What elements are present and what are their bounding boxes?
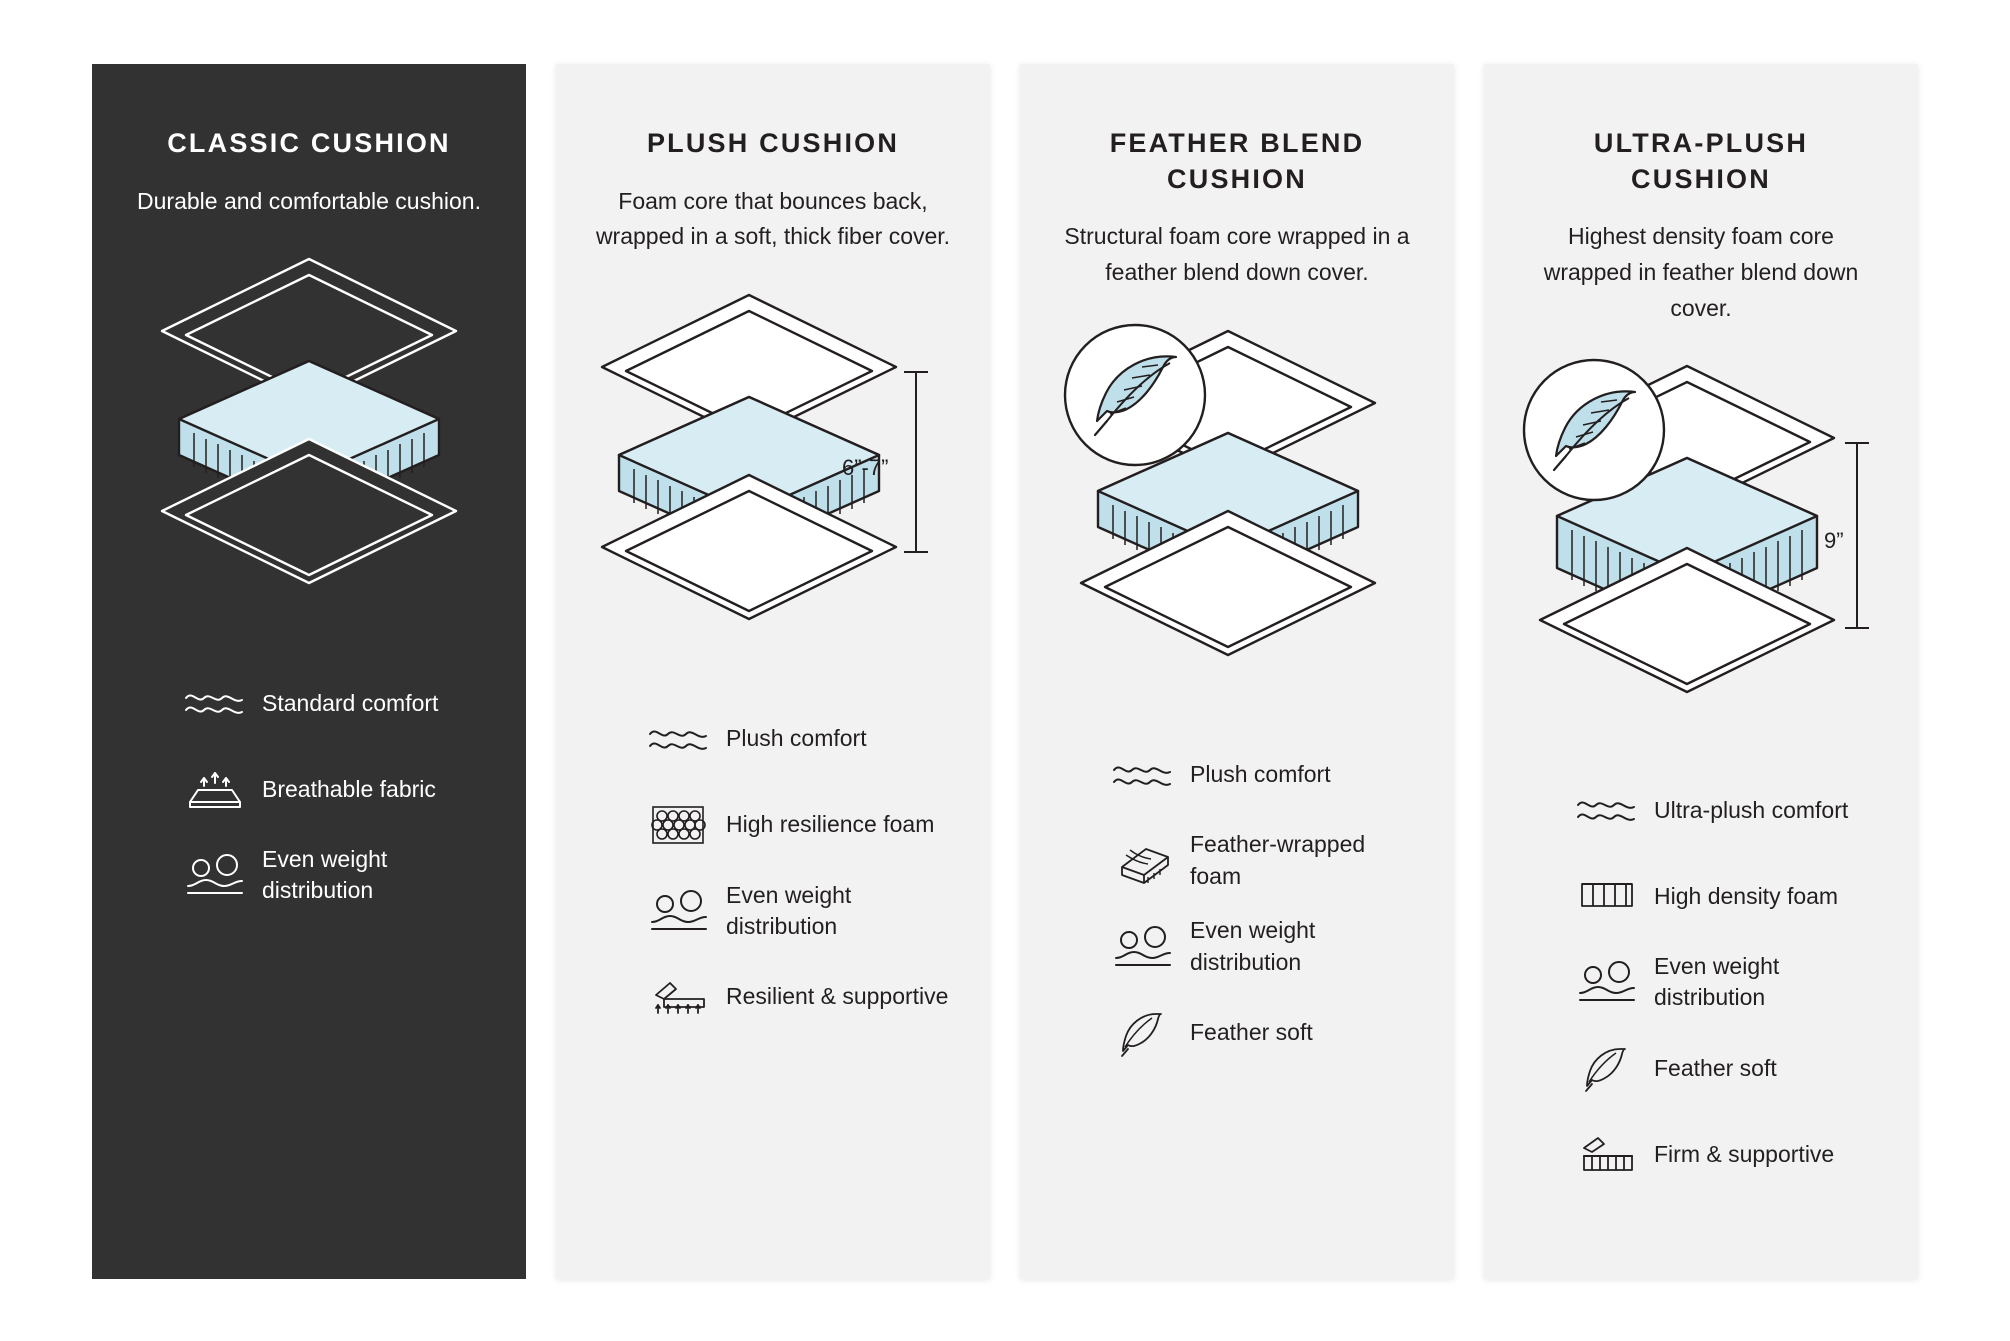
- feature-item: [1112, 911, 1416, 983]
- firm-seat-icon: [1576, 1130, 1654, 1178]
- feather-icon: [1112, 1008, 1190, 1058]
- card-description: Durable and comfortable cushion.: [137, 187, 481, 214]
- cushion-diagram-plush: [594, 277, 952, 677]
- feature-list-feather-blend: [1058, 739, 1416, 1083]
- feature-item: [1576, 1032, 1880, 1104]
- feature-label: Breathable fabric: [262, 775, 436, 802]
- feature-label: High density foam: [1654, 882, 1839, 909]
- feature-item: [648, 789, 952, 861]
- feather-badge-icon: [1524, 360, 1664, 500]
- feature-label: Feather soft: [1190, 1019, 1313, 1045]
- feature-item: [1576, 774, 1880, 846]
- dimension-label: 6”-7”: [842, 454, 889, 480]
- even-weight-icon: [648, 888, 726, 934]
- feature-label: Plush comfort: [1190, 761, 1331, 787]
- feature-label: Plush comfort: [726, 725, 867, 752]
- page-title: ULTRA-PLUSH CUSHION: [1593, 128, 1809, 194]
- feature-label: Standard comfort: [262, 689, 439, 716]
- feature-item: [648, 961, 952, 1033]
- feature-item: [184, 667, 488, 739]
- feature-label: Firm & supportive: [1654, 1140, 1835, 1167]
- cushion-diagram-classic: [130, 241, 488, 641]
- dimension-bracket: [1845, 443, 1869, 628]
- card-feather-blend-cushion: [1020, 64, 1454, 1279]
- feather-icon: [1576, 1043, 1654, 1093]
- feature-label: Feather-wrapped foam: [1190, 831, 1366, 889]
- page-title: FEATHER BLEND CUSHION: [1109, 128, 1365, 194]
- feature-item: [1576, 946, 1880, 1018]
- card-description: Foam core that bounces back, wrapped in a soft, thick fiber cover.: [595, 187, 951, 250]
- feature-label: Even weight distribution: [1190, 917, 1316, 975]
- card-plush-cushion: [556, 64, 990, 1279]
- feature-list-classic: [130, 667, 488, 925]
- even-weight-icon: [1112, 924, 1190, 970]
- cushion-diagram-feather-blend: [1058, 313, 1416, 713]
- feature-item: [648, 875, 952, 947]
- cushion-diagram-ultra-plush: [1522, 348, 1880, 748]
- feature-label: Even weight distribution: [262, 846, 388, 904]
- feature-item: [1112, 825, 1416, 897]
- density-foam-icon: [1576, 876, 1654, 916]
- wave-icon: [1576, 795, 1654, 825]
- feather-wrapped-foam-icon: [1112, 837, 1190, 885]
- feature-item: [1576, 1118, 1880, 1190]
- wave-icon: [648, 724, 726, 754]
- feature-item: [1576, 860, 1880, 932]
- feature-label: Even weight distribution: [726, 881, 852, 939]
- feature-item: [648, 703, 952, 775]
- card-classic-cushion: [92, 64, 526, 1279]
- page-title: CLASSIC CUSHION: [167, 128, 451, 158]
- page-title: PLUSH CUSHION: [646, 128, 900, 158]
- feature-label: Ultra-plush comfort: [1654, 796, 1849, 823]
- feature-label: High resilience foam: [726, 811, 935, 838]
- even-weight-icon: [1576, 959, 1654, 1005]
- card-description: Structural foam core wrapped in a feather blend down cover.: [1064, 223, 1410, 285]
- feature-label: Even weight distribution: [1654, 953, 1780, 1011]
- feature-list-plush: [594, 703, 952, 1047]
- supportive-seat-icon: [648, 973, 726, 1021]
- card-ultra-plush-cushion: [1484, 64, 1918, 1279]
- honeycomb-foam-icon: [648, 801, 726, 849]
- feature-item: [1112, 997, 1416, 1069]
- feature-label: Feather soft: [1654, 1054, 1777, 1081]
- feature-label: Resilient & supportive: [726, 983, 949, 1010]
- feature-list-ultra-plush: [1522, 774, 1880, 1204]
- feather-badge-icon: [1065, 325, 1205, 465]
- card-description: Highest density foam core wrapped in feather blend down cover.: [1543, 223, 1859, 321]
- feature-item: [184, 753, 488, 825]
- feature-item: [184, 839, 488, 911]
- dimension-label: 9”: [1824, 528, 1844, 554]
- even-weight-icon: [184, 852, 262, 898]
- dimension-bracket: [904, 372, 928, 552]
- breathable-fabric-icon: [184, 766, 262, 812]
- wave-icon: [184, 688, 262, 718]
- feature-item: [1112, 739, 1416, 811]
- wave-icon: [1112, 760, 1190, 790]
